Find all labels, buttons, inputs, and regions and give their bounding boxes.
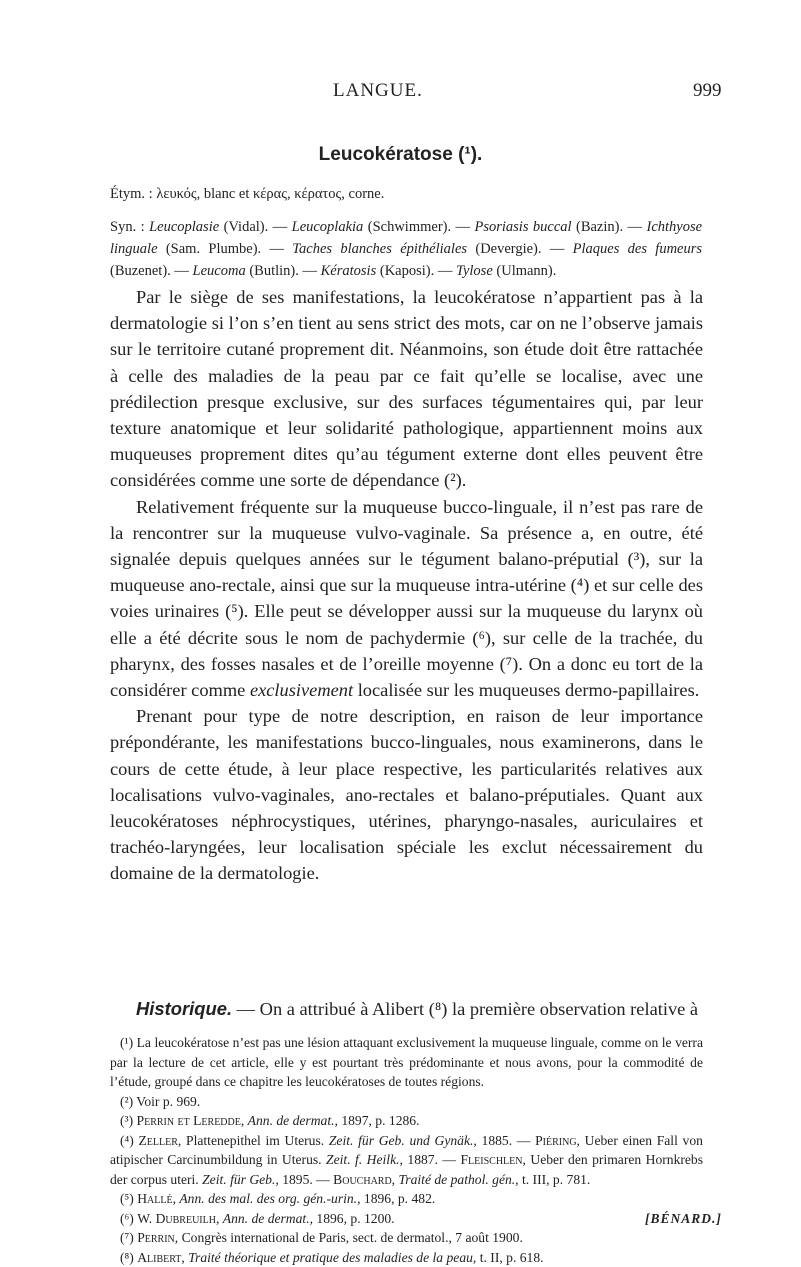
- footnote-7: [110, 1228, 703, 1248]
- footnote-journal: Traité de pathol. gén.,: [399, 1172, 519, 1187]
- synonym-term: Taches blanches épithéliales: [292, 241, 467, 257]
- running-head-title: LANGUE.: [333, 80, 423, 102]
- footnote-text: Plattenepithel im Uterus.: [186, 1133, 324, 1148]
- etymology: [110, 186, 700, 203]
- footnote-author: Perrin et Leredde,: [137, 1113, 245, 1128]
- footnote-ref: t. II, p. 618.: [480, 1250, 544, 1265]
- paragraph-2-text: Relativement fréquente sur la muqueuse bucco-linguale, il n’est pas rare de la rencontrer sur la muqueuse vulvo-vaginale. Sa présence a, en outre, été signalée depuis quelques années sur le tégument balano-préputial (³), sur la muqueuse ano-rectale, ainsi que sur la muqueuse intra-utérine (⁴) et sur celle des voies urinaires (⁵). Elle peut se développer aussi sur la muqueuse du larynx où elle a été décrite sous le nom de pachydermie (⁶), sur celle de la trachée, du pharynx, des fosses nasales et de l’oreille moyenne (⁷). On a donc eu tort de la considérer comme: [110, 497, 703, 700]
- article-title: Leucokératose (¹).: [0, 144, 801, 166]
- paragraph-2: [110, 494, 703, 704]
- footnote-text: 1887. —: [407, 1152, 456, 1167]
- footnote-author: Zeller,: [139, 1133, 182, 1148]
- synonym-author: (Ulmann).: [496, 263, 556, 279]
- footnote-ref: 1896, p. 1200.: [316, 1211, 394, 1226]
- footnote-text: Ueber einen Fall von atipischer Carcinumbildung in Uterus.: [110, 1133, 703, 1168]
- footnote-2: (²) Voir p. 969.: [110, 1092, 703, 1112]
- footnote-journal: Traité théorique et pratique des maladies de la peau,: [188, 1250, 476, 1265]
- footnote-journal: Ann. des mal. des org. gén.-urin.,: [179, 1191, 360, 1206]
- footnote-text: t. III, p. 781.: [522, 1172, 590, 1187]
- footnote-mark: (⁶): [120, 1211, 134, 1226]
- synonym-term: Leucoma: [193, 263, 246, 279]
- footnote-ref: Congrès international de Paris, sect. de dermatol., 7 août 1900.: [182, 1230, 523, 1245]
- emphasis: exclusivement: [250, 680, 353, 700]
- footnote-mark: (⁵): [120, 1191, 134, 1206]
- footnote-mark: (⁴): [120, 1133, 134, 1148]
- footnote-8: [110, 1248, 703, 1267]
- footnote-author: Alibert,: [137, 1250, 185, 1265]
- etymology-greek-2: κέρας, κέρατος,: [253, 186, 345, 202]
- footnote-text: Ueber den primaren Hornkrebs der corpus uteri.: [110, 1152, 703, 1187]
- footnote-mark: (⁷): [120, 1230, 134, 1245]
- footnote-author: Hallé,: [137, 1191, 176, 1206]
- footnote-6: [110, 1209, 703, 1229]
- footnote-author: Bouchard,: [333, 1172, 395, 1187]
- footnote-3: [110, 1111, 703, 1131]
- footnote-4: [110, 1131, 703, 1190]
- footnote-journal: Zeit. für Geb.,: [202, 1172, 279, 1187]
- synonym-term: Psoriasis buccal: [474, 219, 571, 235]
- historique-text: — On a attribué à Alibert (⁸) la première observation relative à: [237, 999, 698, 1019]
- page-number: 999: [693, 80, 722, 102]
- synonym-term: Leucoplasie: [149, 219, 219, 235]
- footnote-text: 1895. —: [282, 1172, 330, 1187]
- footnotes: [110, 1033, 703, 1267]
- historique-heading: Historique.: [136, 998, 232, 1019]
- footnote-text: 1885. —: [482, 1133, 531, 1148]
- running-head: [0, 80, 801, 104]
- synonym-term: Plaques des fumeurs: [573, 241, 702, 257]
- synonym-author: (Vidal).: [224, 219, 269, 235]
- synonym-author: (Butlin).: [249, 263, 299, 279]
- synonyms: Syn. : Leucoplasie (Vidal). — Leucoplakia (Schwimmer). — Psoriasis buccal (Bazin). — Ichthyose linguale (Sam. Plumbe). — Taches blanches épithéliales (Devergie). — Plaques des fumeurs (Buzenet). — Leucoma (Butlin). — Kératosis (Kaposi). — Tylose (Ulmann).: [110, 216, 702, 282]
- synonym-term: Ichthyose linguale: [110, 219, 702, 257]
- author-signature: [BÉNARD.]: [645, 1211, 722, 1227]
- footnote-author: Piéring,: [535, 1133, 580, 1148]
- paragraph-3: Prenant pour type de notre description, en raison de leur importance prépondérante, les manifestations bucco-linguales, nous examinerons, dans le cours de cette étude, à leur place respective, les particularités relatives aux localisations vulvo-vaginales, ano-rectales et balano-préputiales. Quant aux leucokératoses néphrocystiques, utérines, pharyngo-nasales, auriculaires et trachéo-laryngées, leur localisation spéciale les exclut nécessairement du domaine de la dermatologie.: [110, 703, 703, 886]
- synonym-term: Tylose: [456, 263, 493, 279]
- synonym-author: (Devergie).: [475, 241, 541, 257]
- etymology-label: Étym. :: [110, 186, 153, 202]
- footnote-5: [110, 1189, 703, 1209]
- etymology-meaning-2: corne.: [349, 186, 385, 202]
- etymology-greek-1: λευκός,: [156, 186, 200, 202]
- synonym-author: (Bazin).: [576, 219, 623, 235]
- footnote-author: W. Dubreuilh,: [137, 1211, 219, 1226]
- footnote-journal: Zeit. f. Heilk.,: [326, 1152, 403, 1167]
- footnote-journal: Ann. de dermat.,: [248, 1113, 338, 1128]
- synonym-author: (Schwimmer).: [368, 219, 451, 235]
- synonym-author: (Buzenet).: [110, 263, 171, 279]
- historique-section: [110, 996, 703, 1022]
- synonym-author: (Kaposi).: [380, 263, 434, 279]
- footnote-journal: Zeit. für Geb. und Gynäk.,: [329, 1133, 477, 1148]
- synonym-term: Kératosis: [321, 263, 377, 279]
- etymology-meaning-1: blanc et: [204, 186, 250, 202]
- footnote-1: (¹) La leucokératose n’est pas une lésion attaquant exclusivement la muqueuse linguale, comme on le verra par la lecture de cet article, elle y est pourtant très prédominante et nous avons, pour la commodité de l’étude, groupé dans ce chapitre les leucokératoses de toutes régions.: [110, 1033, 703, 1092]
- synonym-term: Leucoplakia: [292, 219, 364, 235]
- footnote-mark: (⁸): [120, 1250, 134, 1265]
- footnote-mark: (³): [120, 1113, 133, 1128]
- footnote-journal: Ann. de dermat.,: [223, 1211, 313, 1226]
- synonym-author: (Sam. Plumbe).: [166, 241, 261, 257]
- footnote-ref: 1896, p. 482.: [364, 1191, 435, 1206]
- footnote-ref: 1897, p. 1286.: [341, 1113, 419, 1128]
- paragraph-2-end: localisée sur les muqueuses dermo-papillaires.: [358, 680, 700, 700]
- body-text: [110, 284, 703, 887]
- synonyms-label: Syn. :: [110, 219, 145, 235]
- footnote-author: Fleischlen,: [461, 1152, 526, 1167]
- paragraph-1: Par le siège de ses manifestations, la leucokératose n’appartient pas à la dermatologie si l’on s’en tient au sens strict des mots, car on ne l’observe jamais sur le territoire cutané proprement dit. Néanmoins, son étude doit être rattachée à celle des maladies de la peau par ce fait qu’elle se localise, avec une prédilection presque exclusive, sur des surfaces tégumentaires qui, par leur texture anatomique et leur solidarité pathologique, appartiennent moins aux muqueuses proprement dites qu’au tégument externe dont elles peuvent être considérées comme une sorte de dépendance (²).: [110, 284, 703, 494]
- footnote-author: Perrin,: [137, 1230, 178, 1245]
